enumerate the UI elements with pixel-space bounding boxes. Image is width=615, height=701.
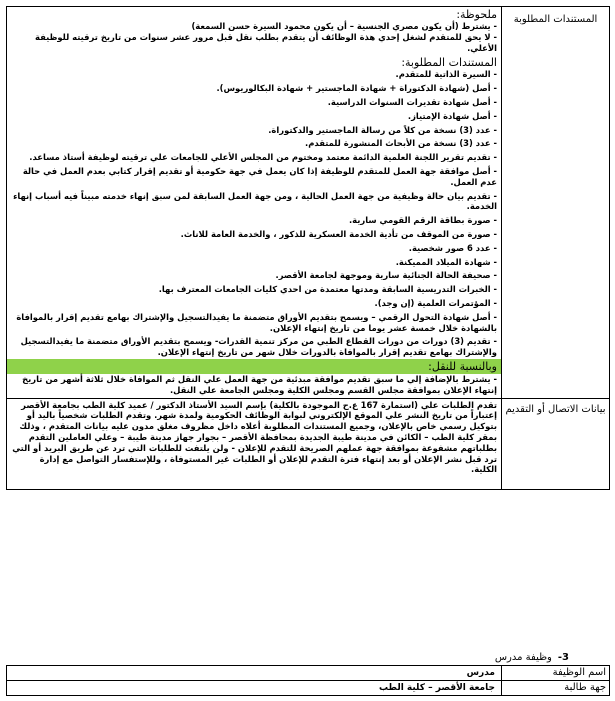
required-item: - صورة من الموقف من تأدية الخدمة العسكرية للذكور ، والخدمة العامة للاناث.	[180, 228, 497, 239]
apply-content-cell	[7, 398, 502, 490]
requesting-entity-row	[7, 681, 610, 696]
transfer-heading-highlight	[7, 359, 501, 374]
required-item: - تقديم (3) دورات من دورات القطاع الطبي من مركز تنمية القدرات- ويسمح بتقديم الأوراق متضمنة ما يفيدالتسجيل والإشتراك بهامع تقديم إقرار بالموافاة بالدورات خلال شهر من تاريخ إنتهاء الإعلان.	[20, 336, 497, 358]
docs-label: المستندات المطلوبة	[513, 14, 598, 25]
job-name-value: مدرس	[7, 666, 502, 681]
required-item: - شهادة الميلاد المميكنة.	[395, 256, 497, 267]
job-requirements-table	[6, 6, 610, 490]
required-item: - تقديم بيان حالة وظيفية من جهة العمل الحالية ، ومن جهة العمل السابقة لمن سبق إنهاء خدمته مبيناً فيه أسباب إنهاء الخدمة.	[13, 190, 497, 212]
section-number: 3-	[557, 652, 569, 663]
section-3-title	[495, 652, 569, 664]
apply-label: بيانات الاتصال أو التقديم	[505, 403, 606, 415]
required-item: - أصل شهادة الإمتياز.	[407, 110, 497, 121]
required-item: - المؤتمرات العلمية (إن وجد).	[374, 297, 497, 308]
job-name-label: اسم الوظيفة	[502, 666, 610, 681]
required-item: - عدد 6 صور شخصية.	[408, 242, 497, 253]
note-item: - يشترط (أن يكون مصري الجنسية – أن يكون محمود السيرة حسن السمعة)	[191, 21, 497, 31]
required-item: - أصل موافقة جهة العمل للمتقدم للوظيفة إذا كان يعمل في جهة حكومية أو تقديم إقرار كتابي بعدم العمل في حالة عدم العمل.	[22, 165, 497, 187]
docs-content-cell	[7, 7, 502, 399]
docs-row	[7, 7, 610, 399]
note-heading: ملحوظة:	[456, 8, 497, 21]
required-item: - عدد (3) نسخة من الأبحاث المنشورة للمتقدم.	[305, 138, 497, 149]
job-name-row	[7, 666, 610, 681]
required-item: - تقديم تقرير اللجنة العلمية الدائمة معتمد ومختوم من المجلس الأعلي للجامعات علي ترقيته لوظيفة أستاذ مساعد.	[29, 152, 497, 163]
required-item: - صحيفة الحالة الجنائية سارية وموجهة لجامعة الأقصر.	[275, 270, 497, 281]
required-item: - أصل شهادة التحول الرقمي – ويسمح بتقديم الأوراق متضمنة ما يفيدالتسجيل والإشتراك بهامع تقديم إقرار بالموافاة بالشهادة خلال خمسة عشر يوما من تاريخ إنتهاء الإعلان.	[16, 311, 497, 333]
apply-row	[7, 398, 610, 490]
transfer-item: - يشترط بالإضافة إلي ما سبق تقديم موافقة مبدئية من جهة العمل علي النقل ثم الموافاة خلال ثلاثة أشهر من تاريخ إنتهاء الإعلان بموافقة مجلس القسم ومجلس الكلية ومجلس الجامعة علي النقل.	[22, 373, 497, 395]
required-item: - السيرة الذاتية للمتقدم.	[395, 69, 497, 80]
required-heading: المستندات المطلوبة:	[401, 56, 497, 70]
required-item: - أصل (شهادة الدكتوراة + شهادة الماجستير + شهادة البكالوريوس).	[216, 83, 497, 94]
transfer-heading: وبالنسبة للنقل:	[428, 359, 497, 373]
note-item: - لا يحق للمتقدم لشغل إحدي هذة الوظائف أن يتقدم بطلب نقل قبل مرور عشر سنوات من تاريخ ترقيته للوظيفة الأعلي.	[35, 31, 497, 53]
job-info-table	[6, 665, 610, 696]
apply-label-cell	[502, 398, 610, 490]
apply-text: تقدم الطلبات علي (استمارة 167 ع.ح الموجودة بالكلية) بإسم السيد الأستاذ الدكتور / عميد كلية الطب بجامعة الأقصر إعتباراً من تاريخ النشر علي الموقع الإلكتروني لبوابة الوظائف الحكومية ولمدة شهر. وتقدم الطلبات شخصياً باليد أو بتوكيل رسمي خاص بالإعلان، وجميع المستندات المطلوبة أعلاه داخل مظروف مغلق مدون عليه بيانات المتقدم ، وذلك بمقر كلية الطب – الكائن في مدينة طيبة الجديدة بمحافظة الأقصر – بجوار جهاز مدينة طيبة – وعلي العاملين التقدم بطلباتهم مشفوعة بموافقة جهة عملهم الصريحة للتقدم للإعلان - ولن يلتفت للطلبات التي ترد عن طريق البريد أو التي ترد قبل نشر الإعلان أو بعد إنتهاء فترة التقدم للإعلان أو الطلبات غير المستوفاة ، وللإستفسار التواصل مع إدارة الكلية.	[12, 399, 497, 475]
required-item: - عدد (3) نسخة من كلاً من رسالة الماجستير والدكتوراة.	[268, 124, 497, 135]
requesting-entity-value: جامعة الأقصر – كلية الطب	[7, 681, 502, 696]
section-title: وظيفة مدرس	[494, 652, 552, 663]
required-item: - صورة بطاقة الرقم القومي سارية.	[348, 215, 497, 226]
required-item: - أصل شهادة تقديرات السنوات الدراسية.	[327, 96, 497, 107]
required-item: - الخبرات التدريسية السابقة ومدتها معتمدة من احدي كليات الجامعات المعترف بها.	[158, 284, 497, 295]
requesting-entity-label: جهة طالبة	[502, 681, 610, 696]
docs-label-cell	[502, 7, 610, 399]
